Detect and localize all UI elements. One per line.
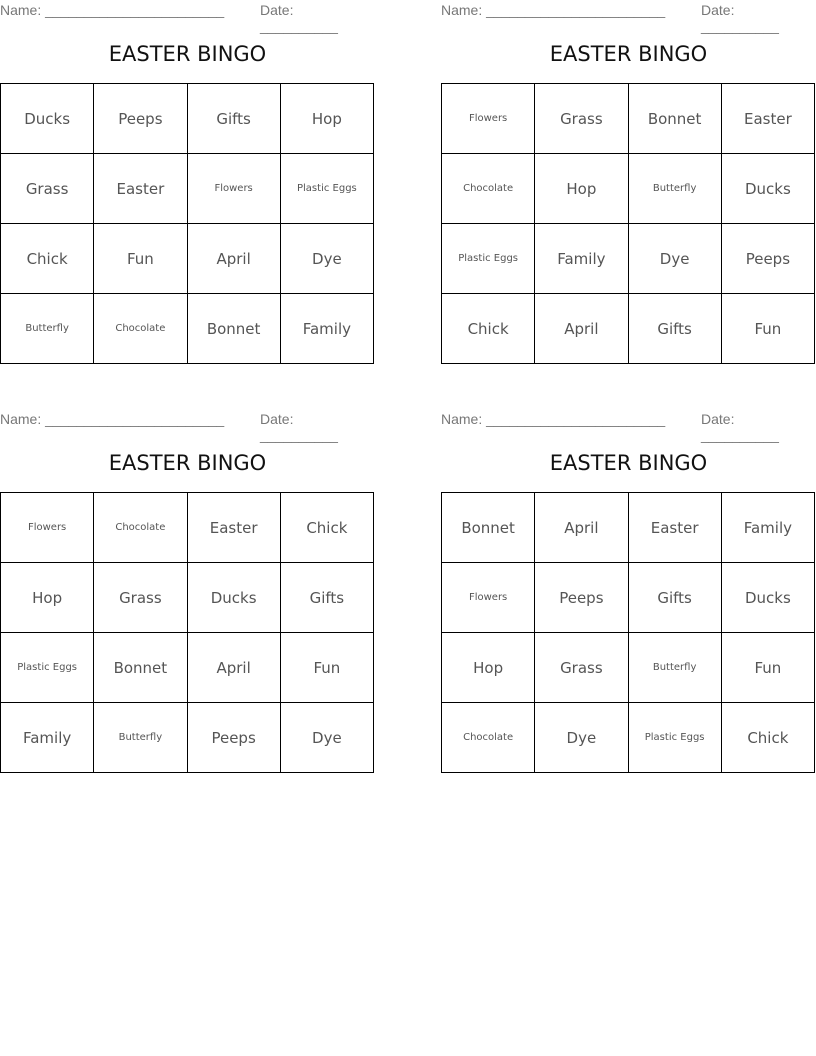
bingo-grid [441, 492, 815, 773]
bingo-cell[interactable]: Hop [535, 154, 628, 224]
bingo-cell[interactable]: Bonnet [628, 84, 721, 154]
bingo-cell[interactable]: Chocolate [442, 703, 535, 773]
bingo-row [442, 563, 815, 633]
bingo-cell[interactable]: Bonnet [187, 294, 280, 364]
bingo-cell[interactable]: Hop [280, 84, 373, 154]
bingo-cell[interactable]: Butterfly [628, 154, 721, 224]
bingo-cell[interactable]: Chick [280, 493, 373, 563]
bingo-cell[interactable]: Chick [442, 294, 535, 364]
bingo-cell[interactable]: Flowers [1, 493, 94, 563]
bingo-row [442, 294, 815, 364]
bingo-cell[interactable]: Butterfly [94, 703, 187, 773]
date-field[interactable]: Date: __________ [701, 411, 779, 443]
bingo-cell[interactable]: Easter [628, 493, 721, 563]
bingo-cell[interactable]: Dye [280, 703, 373, 773]
bingo-row [1, 493, 374, 563]
bingo-cell[interactable]: Ducks [187, 563, 280, 633]
bingo-cell[interactable]: Chocolate [442, 154, 535, 224]
bingo-row [1, 563, 374, 633]
bingo-cell[interactable]: Butterfly [628, 633, 721, 703]
card-header [441, 2, 816, 34]
bingo-cell[interactable]: Family [721, 493, 814, 563]
bingo-row [442, 493, 815, 563]
card-header [441, 411, 816, 443]
bingo-cell[interactable]: Gifts [628, 294, 721, 364]
bingo-cell[interactable]: Chick [1, 224, 94, 294]
bingo-row [442, 703, 815, 773]
card-title: EASTER BINGO [108, 42, 267, 66]
bingo-cell[interactable]: Grass [535, 633, 628, 703]
name-field[interactable]: Name: _______________________ [0, 2, 225, 18]
card-header [0, 2, 375, 34]
bingo-cell[interactable]: Fun [94, 224, 187, 294]
bingo-row [442, 224, 815, 294]
name-field[interactable]: Name: _______________________ [0, 411, 225, 427]
card-title: EASTER BINGO [549, 42, 708, 66]
bingo-cell[interactable]: Family [535, 224, 628, 294]
bingo-cell[interactable]: Ducks [721, 563, 814, 633]
date-field[interactable]: Date: __________ [260, 411, 338, 443]
bingo-cell[interactable]: Family [1, 703, 94, 773]
bingo-cell[interactable]: Grass [94, 563, 187, 633]
bingo-cell[interactable]: Ducks [721, 154, 814, 224]
card-title: EASTER BINGO [549, 451, 708, 475]
bingo-cell[interactable]: Peeps [535, 563, 628, 633]
bingo-cell[interactable]: Easter [187, 493, 280, 563]
bingo-row [1, 224, 374, 294]
bingo-grid [0, 83, 374, 364]
bingo-cell[interactable]: Flowers [442, 84, 535, 154]
bingo-cell[interactable]: Dye [280, 224, 373, 294]
bingo-cell[interactable]: Dye [628, 224, 721, 294]
bingo-grid [441, 83, 815, 364]
bingo-cell[interactable]: April [187, 633, 280, 703]
bingo-cell[interactable]: Plastic Eggs [280, 154, 373, 224]
bingo-cell[interactable]: Chocolate [94, 493, 187, 563]
bingo-row [1, 154, 374, 224]
bingo-cell[interactable]: Gifts [280, 563, 373, 633]
bingo-cell[interactable]: Butterfly [1, 294, 94, 364]
bingo-cell[interactable]: April [535, 493, 628, 563]
bingo-cell[interactable]: Chocolate [94, 294, 187, 364]
bingo-cell[interactable]: Hop [442, 633, 535, 703]
bingo-cell[interactable]: Easter [721, 84, 814, 154]
bingo-cell[interactable]: Plastic Eggs [442, 224, 535, 294]
card-header [0, 411, 375, 443]
bingo-row [442, 154, 815, 224]
bingo-cell[interactable]: Peeps [187, 703, 280, 773]
bingo-cell[interactable]: Peeps [721, 224, 814, 294]
bingo-cell[interactable]: Dye [535, 703, 628, 773]
bingo-cell[interactable]: Chick [721, 703, 814, 773]
bingo-cell[interactable]: Bonnet [94, 633, 187, 703]
bingo-cell[interactable]: Fun [721, 294, 814, 364]
bingo-row [1, 84, 374, 154]
bingo-cell[interactable]: Grass [535, 84, 628, 154]
bingo-row [442, 633, 815, 703]
card-title: EASTER BINGO [108, 451, 267, 475]
bingo-cell[interactable]: Fun [721, 633, 814, 703]
bingo-row [1, 633, 374, 703]
name-field[interactable]: Name: _______________________ [441, 2, 666, 18]
bingo-cell[interactable]: April [535, 294, 628, 364]
bingo-row [442, 84, 815, 154]
bingo-cell[interactable]: Family [280, 294, 373, 364]
bingo-cell[interactable]: Plastic Eggs [628, 703, 721, 773]
bingo-cell[interactable]: Ducks [1, 84, 94, 154]
bingo-grid [0, 492, 374, 773]
bingo-row [1, 294, 374, 364]
bingo-cell[interactable]: Grass [1, 154, 94, 224]
bingo-cell[interactable]: Flowers [187, 154, 280, 224]
bingo-cell[interactable]: Bonnet [442, 493, 535, 563]
bingo-cell[interactable]: Easter [94, 154, 187, 224]
bingo-cell[interactable]: Plastic Eggs [1, 633, 94, 703]
bingo-cell[interactable]: Gifts [187, 84, 280, 154]
bingo-cell[interactable]: Fun [280, 633, 373, 703]
date-field[interactable]: Date: __________ [701, 2, 779, 34]
bingo-cell[interactable]: Hop [1, 563, 94, 633]
name-field[interactable]: Name: _______________________ [441, 411, 666, 427]
bingo-row [1, 703, 374, 773]
bingo-cell[interactable]: Gifts [628, 563, 721, 633]
bingo-cell[interactable]: Peeps [94, 84, 187, 154]
date-field[interactable]: Date: __________ [260, 2, 338, 34]
bingo-cell[interactable]: April [187, 224, 280, 294]
bingo-cell[interactable]: Flowers [442, 563, 535, 633]
